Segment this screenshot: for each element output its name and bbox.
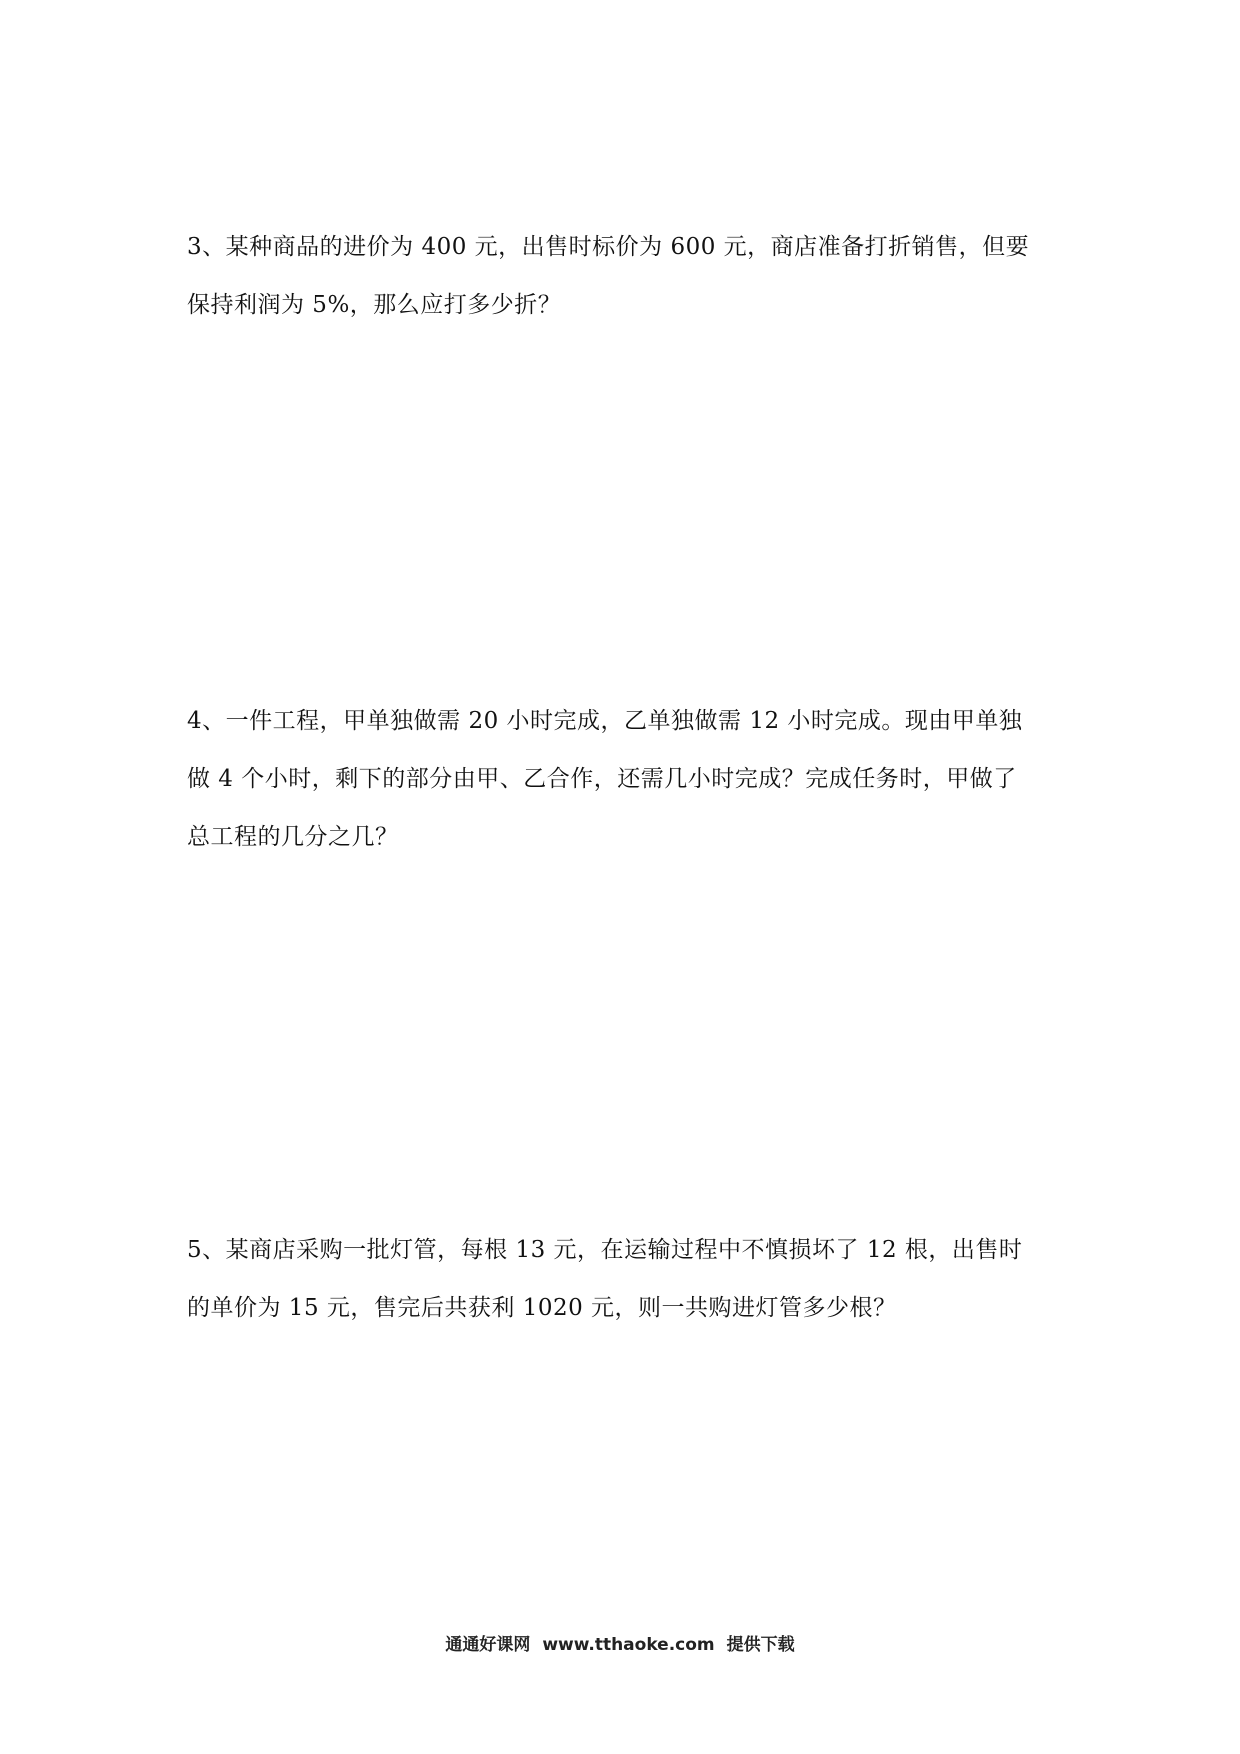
page-footer xyxy=(0,1630,1240,1655)
question-3-line-2: 保持利润为 5%，那么应打多少折？ xyxy=(187,292,562,318)
question-4-line-1: 4、一件工程，甲单独做需 20 小时完成，乙单独做需 12 小时完成。现由甲单独 xyxy=(187,708,1023,734)
question-4 xyxy=(187,692,1067,866)
question-3-line-1: 3、某种商品的进价为 400 元，出售时标价为 600 元，商店准备打折销售，但要 xyxy=(187,234,1030,260)
question-5-line-1: 5、某商店采购一批灯管，每根 13 元，在运输过程中不慎损坏了 12 根，出售时 xyxy=(187,1237,1023,1263)
question-5 xyxy=(187,1221,1067,1337)
question-4-line-3: 总工程的几分之几？ xyxy=(187,824,399,850)
question-3 xyxy=(187,218,1067,334)
footer-site-name: 通通好课网 xyxy=(445,1635,531,1655)
question-5-line-2: 的单价为 15 元，售完后共获利 1020 元，则一共购进灯管多少根？ xyxy=(187,1295,897,1321)
question-4-line-2: 做 4 个小时，剩下的部分由甲、乙合作，还需几小时完成？完成任务时，甲做了 xyxy=(187,766,1017,792)
footer-url: www.tthaoke.com xyxy=(542,1635,715,1655)
footer-suffix: 提供下载 xyxy=(726,1635,795,1655)
